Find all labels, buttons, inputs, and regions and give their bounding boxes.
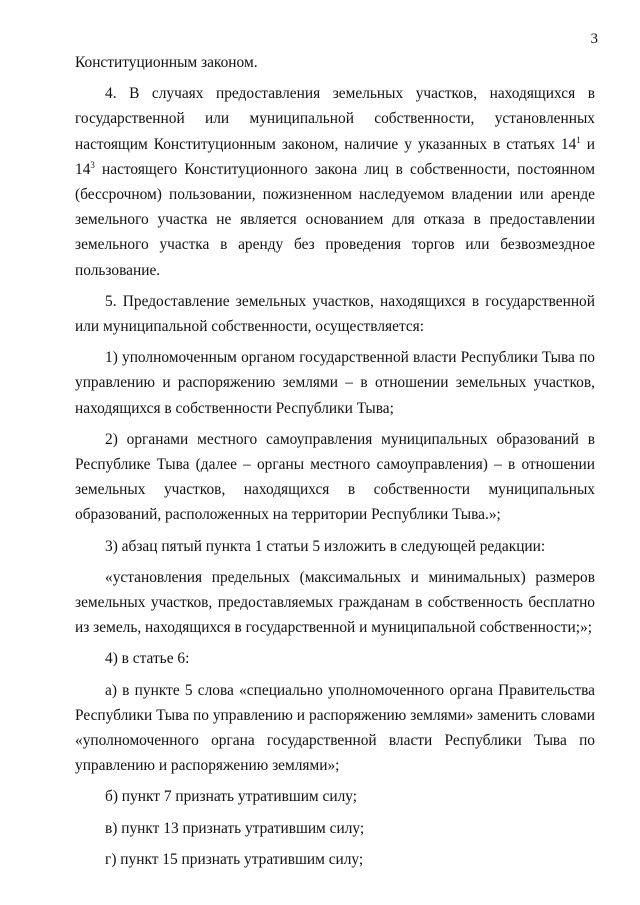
paragraph-subitem-b: б) пункт 7 признать утратившим силу; — [105, 788, 358, 806]
paragraph-subitem-g: г) пункт 15 признать утратившим силу; — [105, 850, 364, 868]
paragraph-continuation: Конституционным законом. — [75, 54, 258, 71]
paragraph-item-5: 5. Предоставление земельных участков, находящихся в государственной или муниципальной собственности, осуществляется: — [75, 292, 595, 336]
paragraph-subitem-v: в) пункт 13 признать утратившим силу; — [105, 819, 365, 837]
page-number: 3 — [590, 31, 598, 47]
superscript-3: 3 — [90, 159, 95, 170]
paragraph-item-4 — [75, 81, 595, 283]
paragraph-subitem-1: 1) уполномоченным органом государственной власти Республики Тыва по управлению и распоряжению землями – в отношении земельных участков, находящихся в собственности Республики Тыва; — [75, 349, 595, 417]
superscript-1: 1 — [576, 134, 581, 145]
document-body — [75, 50, 595, 878]
paragraph-subitem-a: а) в пункте 5 слова «специально уполномоченного органа Правительства Республики Тыва по управлению и распоряжению землями» заменить словами «уполномоченного органа государственной власти Республики Тыва по управлению и распоряжению землями»; — [75, 681, 595, 775]
paragraph-item-4-text: 4. В случаях предоставления земельных участков, находящихся в государственной или муниципальной собственности, установленных настоящим Конституционным законом, наличие у указанных в статьях 14 — [75, 85, 595, 153]
paragraph-subitem-2: 2) органами местного самоуправления муниципальных образований в Республике Тыва (далее – органы местного самоуправления) – в отношении земельных участков, находящихся в собственности муниципальных образований, расположенных на территории Республики Тыва.»; — [75, 430, 595, 524]
paragraph-item-4-mid: и 14 — [75, 135, 595, 178]
paragraph-quote: «установления предельных (максимальных и минимальных) размеров земельных участков, предоставляемых гражданам в собственность бесплатно из земель, находящихся в государственной и муниципальной собственности;»; — [75, 568, 595, 637]
paragraph-item-4-tail: настоящего Конституционного закона лиц в собственности, постоянном (бессрочном) пользовании, пожизненном наследуемом владении или аренде земельного участка не является основанием для отказа в предоставлении земельного участка в аренду без проведения торгов или безвозмездное пользование. — [75, 160, 595, 279]
paragraph-amendment-4: 4) в статье 6: — [105, 650, 190, 668]
paragraph-amendment-3: 3) абзац пятый пункта 1 статьи 5 изложить в следующей редакции: — [105, 537, 546, 555]
